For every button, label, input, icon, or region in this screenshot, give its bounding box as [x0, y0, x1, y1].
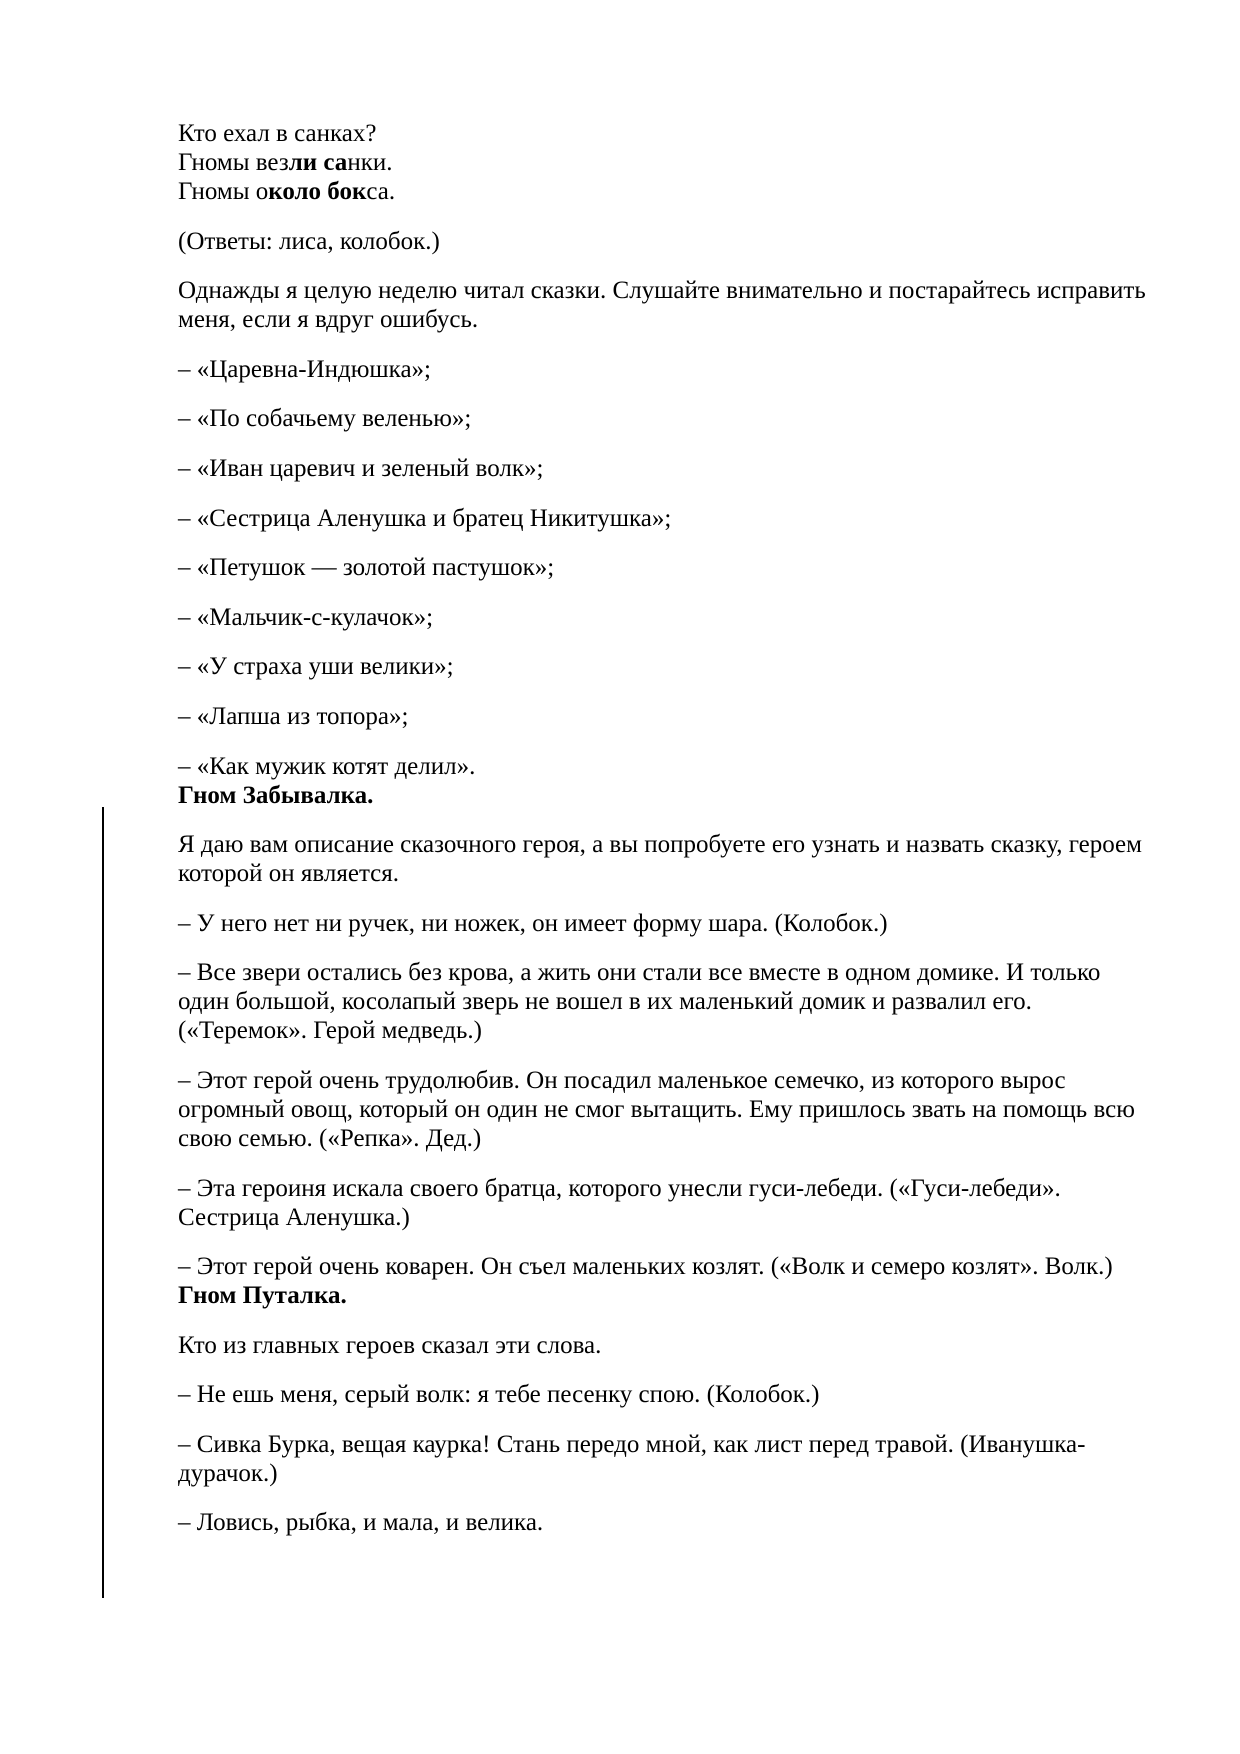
text-run: – Этот герой очень коварен. Он съел маленьких козлят. («Волк и семеро козлят». Волк.) — [178, 1253, 1113, 1281]
text-run: – Все звери остались без крова, а жить они стали все вместе в одном домике. И только — [178, 959, 1101, 987]
text-run: – «По собачьему веленью»; — [178, 405, 472, 433]
text-run: Кто из главных героев сказал эти слова. — [178, 1331, 602, 1359]
text-line — [178, 781, 1168, 810]
text-run: – «Сестрица Аленушка и братец Никитушка»; — [178, 504, 672, 532]
paragraph — [178, 276, 1168, 334]
text-line — [178, 1380, 1168, 1409]
text-line — [178, 1174, 1168, 1203]
text-line — [178, 355, 1168, 384]
text-line — [178, 987, 1168, 1016]
bold-text-run: Гном Путалка. — [178, 1282, 347, 1310]
paragraph — [178, 119, 1168, 206]
text-line — [178, 553, 1168, 582]
text-run: – «У страха уши велики»; — [178, 653, 454, 681]
text-line — [178, 1066, 1168, 1095]
text-line — [178, 119, 1168, 148]
text-run: – Сивка Бурка, вещая каурка! Стань передо мной, как лист перед травой. (Иванушка- — [178, 1430, 1086, 1458]
text-run: свою семью. («Репка». Дед.) — [178, 1124, 482, 1152]
text-line — [178, 177, 1168, 206]
text-run: Гномы вез — [178, 149, 289, 176]
text-run: Гномы о — [178, 178, 269, 205]
text-run: – У него нет ни ручек, ни ножек, он имеет форму шара. (Колобок.) — [178, 909, 888, 937]
text-run: Кто ехал в санках? — [178, 120, 377, 147]
text-run: Я даю вам описание сказочного героя, а вы попробуете его узнать и назвать сказку, героем — [178, 831, 1142, 859]
text-run: – «Царевна-Индюшка»; — [178, 355, 431, 383]
text-line — [178, 652, 1168, 681]
paragraph — [178, 1174, 1168, 1232]
text-run: дурачок.) — [178, 1459, 278, 1487]
text-line — [178, 454, 1168, 483]
paragraph — [178, 830, 1168, 888]
text-run: – Не ешь меня, серый волк: я тебе песенку спою. (Колобок.) — [178, 1381, 820, 1409]
text-line — [178, 1430, 1168, 1459]
text-line — [178, 1281, 1168, 1310]
text-line — [178, 305, 1168, 334]
text-run: – Этот герой очень трудолюбив. Он посадил маленькое семечко, из которого вырос — [178, 1066, 1066, 1094]
bold-text-run: ли са — [288, 149, 348, 176]
paragraph — [178, 1508, 1168, 1537]
text-line — [178, 859, 1168, 888]
text-line — [178, 830, 1168, 859]
text-run: – «Петушок — золотой пастушок»; — [178, 554, 555, 582]
paragraph — [178, 1331, 1168, 1360]
text-line — [178, 1252, 1168, 1281]
text-line — [178, 1095, 1168, 1124]
text-run: Сестрица Аленушка.) — [178, 1203, 410, 1231]
revision-change-bar — [102, 807, 104, 1598]
paragraph — [178, 1066, 1168, 1153]
text-line — [178, 958, 1168, 987]
text-run: – Ловись, рыбка, и мала, и велика. — [178, 1509, 544, 1537]
text-line — [178, 1203, 1168, 1232]
paragraph — [178, 454, 1168, 483]
text-line — [178, 1508, 1168, 1537]
paragraph — [178, 958, 1168, 1045]
paragraph — [178, 1252, 1168, 1310]
paragraph — [178, 652, 1168, 681]
paragraph — [178, 504, 1168, 533]
text-line — [178, 1016, 1168, 1045]
text-run: Однажды я целую неделю читал сказки. Слушайте внимательно и постарайтесь исправить — [178, 277, 1146, 305]
paragraph — [178, 752, 1168, 810]
paragraph — [178, 227, 1168, 256]
text-line — [178, 227, 1168, 256]
text-run: нки. — [347, 149, 393, 176]
text-run: – «Иван царевич и зеленый волк»; — [178, 454, 544, 482]
text-line — [178, 1124, 1168, 1153]
text-line — [178, 1331, 1168, 1360]
text-line — [178, 148, 1168, 177]
bold-text-run: коло бок — [268, 178, 367, 205]
paragraph — [178, 702, 1168, 731]
text-line — [178, 504, 1168, 533]
text-run: огромный овощ, который он один не смог вытащить. Ему пришлось звать на помощь всю — [178, 1095, 1135, 1123]
paragraph — [178, 1430, 1168, 1488]
text-run: один большой, косолапый зверь не вошел в их маленький домик и развалил его. — [178, 988, 1032, 1016]
document-body — [178, 119, 1168, 1558]
paragraph — [178, 553, 1168, 582]
text-line — [178, 276, 1168, 305]
text-line — [178, 702, 1168, 731]
paragraph — [178, 355, 1168, 384]
paragraph — [178, 1380, 1168, 1409]
text-line — [178, 1459, 1168, 1488]
text-line — [178, 752, 1168, 781]
paragraph — [178, 909, 1168, 938]
text-run: – «Мальчик-с-кулачок»; — [178, 603, 434, 631]
text-run: са. — [366, 178, 396, 205]
paragraph — [178, 603, 1168, 632]
text-run: – «Лапша из топора»; — [178, 702, 409, 730]
text-run: меня, если я вдруг ошибусь. — [178, 306, 479, 334]
paragraph — [178, 404, 1168, 433]
text-run: – Эта героиня искала своего братца, которого унесли гуси-лебеди. («Гуси-лебеди». — [178, 1174, 1061, 1202]
text-run: которой он является. — [178, 860, 400, 888]
text-run: – «Как мужик котят делил». — [178, 752, 476, 780]
text-line — [178, 909, 1168, 938]
bold-text-run: Гном Забывалка. — [178, 781, 374, 809]
text-line — [178, 603, 1168, 632]
text-line — [178, 404, 1168, 433]
text-run: (Ответы: лиса, колобок.) — [178, 227, 440, 255]
text-run: («Теремок». Герой медведь.) — [178, 1017, 483, 1045]
